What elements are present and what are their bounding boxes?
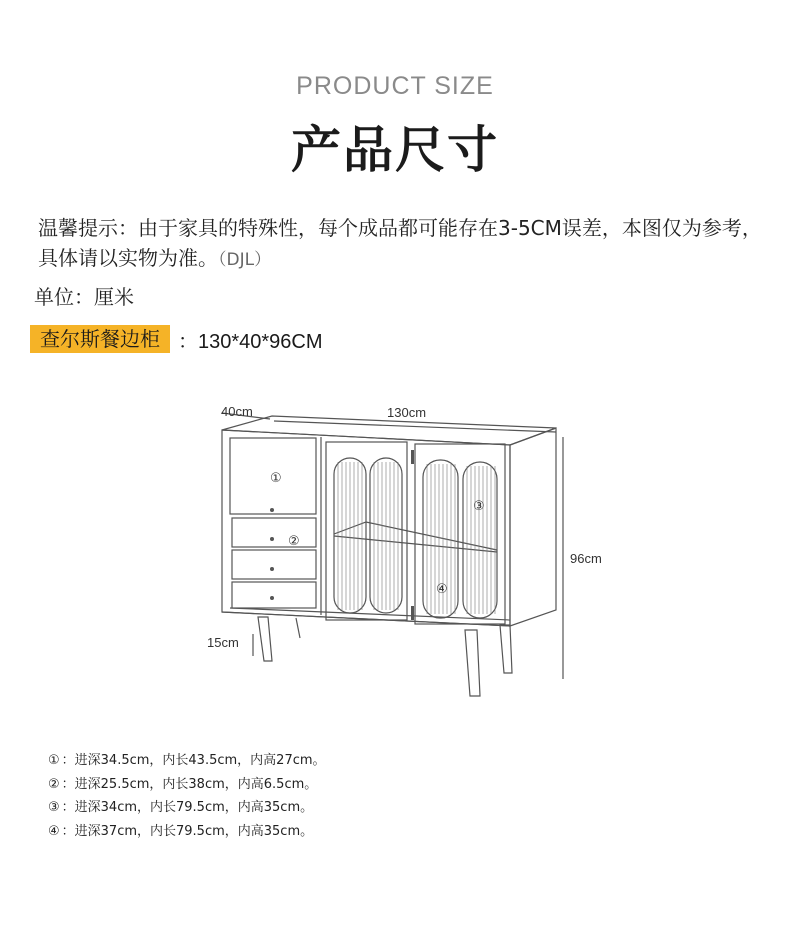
- product-size: ：130*40*96CM: [178, 330, 323, 353]
- notice-text: 温馨提示：由于家具的特殊性，每个成品都可能存在3-5CM误差，本图仅为参考，具体请以实物为准。: [38, 216, 762, 270]
- note-number: ①: [48, 753, 60, 768]
- handle-left: [411, 450, 414, 464]
- unit-label: 单位：厘米: [34, 285, 134, 309]
- note-item: [48, 776, 326, 800]
- glass-door-right: [415, 444, 505, 624]
- note-text: ：进深34cm，内长79.5cm，内高35cm。: [61, 800, 314, 815]
- height-label: 96cm: [570, 551, 602, 566]
- note-number: ③: [48, 800, 60, 815]
- note-text: ：进深34.5cm，内长43.5cm，内高27cm。: [61, 753, 326, 768]
- note-text: ：进深37cm，内长79.5cm，内高35cm。: [61, 823, 314, 839]
- leg-1: [258, 617, 272, 661]
- drawer-2: [232, 550, 316, 579]
- leg-2: [465, 630, 480, 696]
- drawer-1: [232, 518, 316, 547]
- knob-2: [270, 537, 274, 541]
- marker-3: ③: [473, 498, 485, 513]
- drawer-3: [232, 582, 316, 608]
- cabinet-diagram: [0, 390, 790, 710]
- notice-tag: （DJL）: [218, 250, 272, 270]
- marker-1: ①: [270, 470, 282, 485]
- width-label: 130cm: [387, 405, 427, 420]
- note-number: ②: [48, 776, 60, 792]
- depth-label: 40cm: [221, 404, 253, 419]
- leg-label: 15cm: [207, 635, 239, 650]
- notes-list: [48, 752, 326, 846]
- subtitle-en: PRODUCT SIZE: [296, 72, 494, 100]
- knob-4: [270, 596, 274, 600]
- knob-3: [270, 567, 274, 571]
- marker-2: ②: [288, 533, 300, 548]
- note-text: ：进深25.5cm，内长38cm，内高6.5cm。: [61, 776, 318, 792]
- handle-right: [411, 606, 414, 620]
- note-item: [48, 799, 326, 823]
- leg-3: [500, 625, 512, 673]
- arch-panel-4: [463, 462, 497, 618]
- marker-4: ④: [436, 581, 448, 596]
- knob-1: [270, 508, 274, 512]
- cabinet-side: [510, 428, 556, 626]
- page-title: 产品尺寸: [291, 121, 499, 179]
- note-item: [48, 752, 326, 776]
- note-number: ④: [48, 823, 60, 839]
- product-name-badge: 查尔斯餐边柜: [30, 325, 170, 353]
- notice: [38, 213, 778, 275]
- product-name-row: [30, 324, 323, 354]
- note-item: [48, 823, 326, 847]
